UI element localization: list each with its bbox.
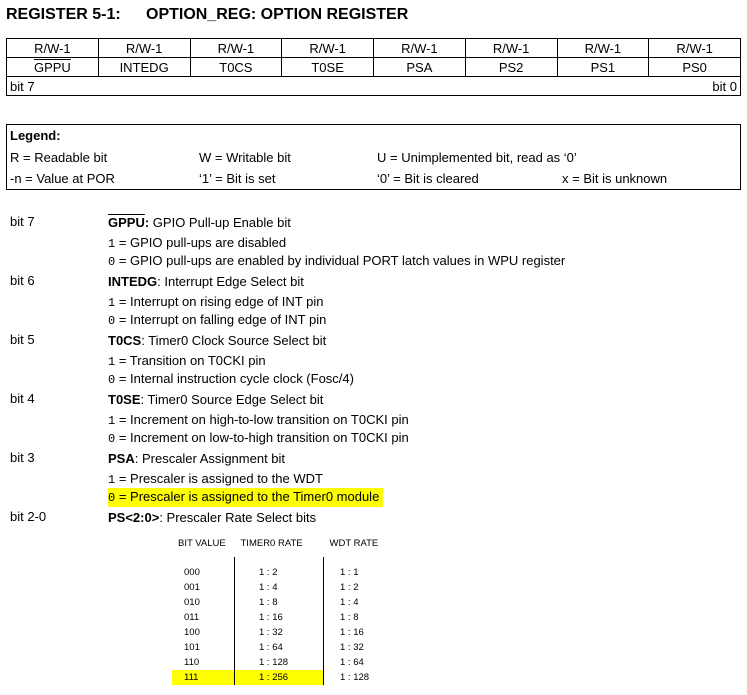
bit-desc: : Timer0 Source Edge Select bit	[140, 392, 324, 407]
timer0-rate-cell: 1 : 16	[235, 610, 324, 625]
prescaler-header-row	[172, 538, 384, 557]
bit-name: PSA	[108, 451, 135, 466]
legend-row	[7, 150, 740, 168]
access-cell: R/W-1	[98, 39, 190, 58]
bit-label: bit 6	[10, 273, 35, 288]
bit-value-cell: 011	[184, 612, 200, 623]
bit-name-cell: INTEDG	[98, 58, 190, 77]
option-value: 1	[108, 473, 116, 487]
bit-desc: : Interrupt Edge Select bit	[157, 274, 304, 289]
option-text: = GPIO pull-ups are enabled by individual PORT latch values in WPU register	[115, 253, 566, 268]
header-timer0-rate: TIMER0 RATE	[240, 538, 303, 549]
access-row	[7, 39, 741, 58]
legend-writable: W = Writable bit	[199, 150, 291, 165]
bit-position-row	[7, 77, 741, 96]
bit-name-cell: PSA	[374, 58, 466, 77]
option-text: = Interrupt on rising edge of INT pin	[115, 294, 324, 309]
bit-description	[10, 214, 740, 273]
legend-cleared: ‘0’ = Bit is cleared	[377, 171, 479, 186]
highlighted-option	[108, 488, 383, 507]
register-title: OPTION_REG: OPTION REGISTER	[146, 6, 409, 23]
highlighted-table-row	[172, 670, 384, 685]
bit-name-cell: PS2	[465, 58, 557, 77]
option-text: = Prescaler is assigned to the Timer0 module	[115, 489, 380, 504]
bit-label: bit 3	[10, 450, 35, 465]
header-bit-value: BIT VALUE	[178, 538, 226, 549]
bit-label: bit 4	[10, 391, 35, 406]
access-cell: R/W-1	[7, 39, 99, 58]
legend-title: Legend:	[10, 128, 61, 143]
bit-value-cell: 001	[184, 582, 200, 593]
bit-name: PS<2:0>	[108, 510, 160, 525]
option-value: 0	[108, 373, 116, 387]
option-text: = Increment on high-to-low transition on T0CKI pin	[115, 412, 409, 427]
lsb-label: bit 0	[712, 78, 737, 94]
timer0-rate-cell: 1 : 64	[235, 640, 324, 655]
option-value: 0	[108, 255, 116, 269]
bit-desc: : Prescaler Rate Select bits	[159, 510, 317, 525]
option-value: 1	[108, 237, 116, 251]
access-cell: R/W-1	[649, 39, 741, 58]
wdt-rate-cell: 1 : 64	[324, 655, 385, 670]
table-row	[172, 580, 384, 595]
option-text: = Prescaler is assigned to the WDT	[115, 471, 323, 486]
table-row	[172, 655, 384, 670]
timer0-rate-cell: 1 : 256	[235, 670, 324, 685]
option-value: 0	[108, 314, 116, 328]
legend-row	[7, 171, 740, 189]
option-value: 1	[108, 414, 116, 428]
table-row	[172, 610, 384, 625]
option-text: = GPIO pull-ups are disabled	[115, 235, 287, 250]
bit-desc: GPIO Pull-up Enable bit	[149, 215, 291, 230]
wdt-rate-cell: 1 : 128	[324, 670, 385, 685]
option-text: = Interrupt on falling edge of INT pin	[115, 312, 327, 327]
bit-description	[10, 391, 740, 450]
bit-descriptions	[10, 214, 740, 529]
bit-name-cell: T0SE	[282, 58, 374, 77]
bit-position-cell	[7, 77, 741, 96]
prescaler-rate-table	[172, 538, 384, 685]
bit-value-cell: 010	[184, 597, 200, 608]
legend-readable: R = Readable bit	[10, 150, 108, 165]
table-row	[172, 640, 384, 655]
option-text: = Increment on low-to-high transition on T0CKI pin	[115, 430, 409, 445]
access-cell: R/W-1	[465, 39, 557, 58]
wdt-rate-cell: 1 : 2	[324, 580, 385, 595]
bit-description	[10, 450, 740, 509]
register-number: REGISTER 5-1:	[6, 6, 121, 23]
timer0-rate-cell: 1 : 4	[235, 580, 324, 595]
legend-unknown: x = Bit is unknown	[562, 171, 668, 186]
table-row	[172, 557, 384, 580]
register-heading	[6, 6, 408, 24]
bit-name-cell	[7, 58, 99, 77]
bit-name: GPPU	[108, 215, 145, 230]
register-bit-table	[6, 38, 741, 96]
option-value: 0	[108, 432, 116, 446]
access-cell: R/W-1	[282, 39, 374, 58]
legend-por: -n = Value at POR	[10, 171, 115, 186]
option-value: 1	[108, 296, 116, 310]
option-value: 0	[108, 491, 116, 505]
bit-description	[10, 332, 740, 391]
wdt-rate-cell: 1 : 16	[324, 625, 385, 640]
bit-label: bit 2-0	[10, 509, 47, 524]
timer0-rate-cell: 1 : 8	[235, 595, 324, 610]
bit-value-cell: 000	[184, 567, 200, 578]
table-row	[172, 595, 384, 610]
legend-set: ‘1’ = Bit is set	[199, 171, 276, 186]
msb-label: bit 7	[10, 78, 35, 94]
timer0-rate-cell: 1 : 128	[235, 655, 324, 670]
bit-value-cell: 101	[184, 642, 200, 653]
bit-desc: : Prescaler Assignment bit	[134, 451, 286, 466]
bit-value-cell: 111	[172, 670, 235, 685]
bit-description	[10, 509, 740, 529]
wdt-rate-cell: 1 : 32	[324, 640, 385, 655]
option-text: = Internal instruction cycle clock (Fosc/4)	[115, 371, 354, 386]
legend-box	[6, 124, 741, 190]
bit-name-colon: :	[144, 215, 150, 230]
bit-desc: : Timer0 Clock Source Select bit	[141, 333, 327, 348]
table-row	[172, 625, 384, 640]
bit-name-cell: PS0	[649, 58, 741, 77]
bit-name: T0SE	[108, 392, 141, 407]
bit-name-cell: T0CS	[190, 58, 282, 77]
bit-label: bit 5	[10, 332, 35, 347]
bit-value-cell: 100	[184, 627, 200, 638]
timer0-rate-cell: 1 : 32	[235, 625, 324, 640]
bit-name: INTEDG	[108, 274, 158, 289]
option-text: = Transition on T0CKI pin	[115, 353, 266, 368]
access-cell: R/W-1	[374, 39, 466, 58]
bit-value-cell: 110	[184, 657, 200, 668]
bit-name-row	[7, 58, 741, 77]
access-cell: R/W-1	[190, 39, 282, 58]
wdt-rate-cell: 1 : 1	[324, 557, 385, 580]
wdt-rate-cell: 1 : 4	[324, 595, 385, 610]
legend-unimplemented: U = Unimplemented bit, read as ‘0’	[377, 150, 577, 165]
header-wdt-rate: WDT RATE	[329, 538, 379, 549]
timer0-rate-cell: 1 : 2	[235, 557, 324, 580]
wdt-rate-cell: 1 : 8	[324, 610, 385, 625]
bit-name: T0CS	[108, 333, 142, 348]
bit-label: bit 7	[10, 214, 35, 229]
bit-description	[10, 273, 740, 332]
bit-name-gppu: GPPU	[33, 59, 71, 75]
access-cell: R/W-1	[557, 39, 649, 58]
option-value: 1	[108, 355, 116, 369]
bit-name-cell: PS1	[557, 58, 649, 77]
